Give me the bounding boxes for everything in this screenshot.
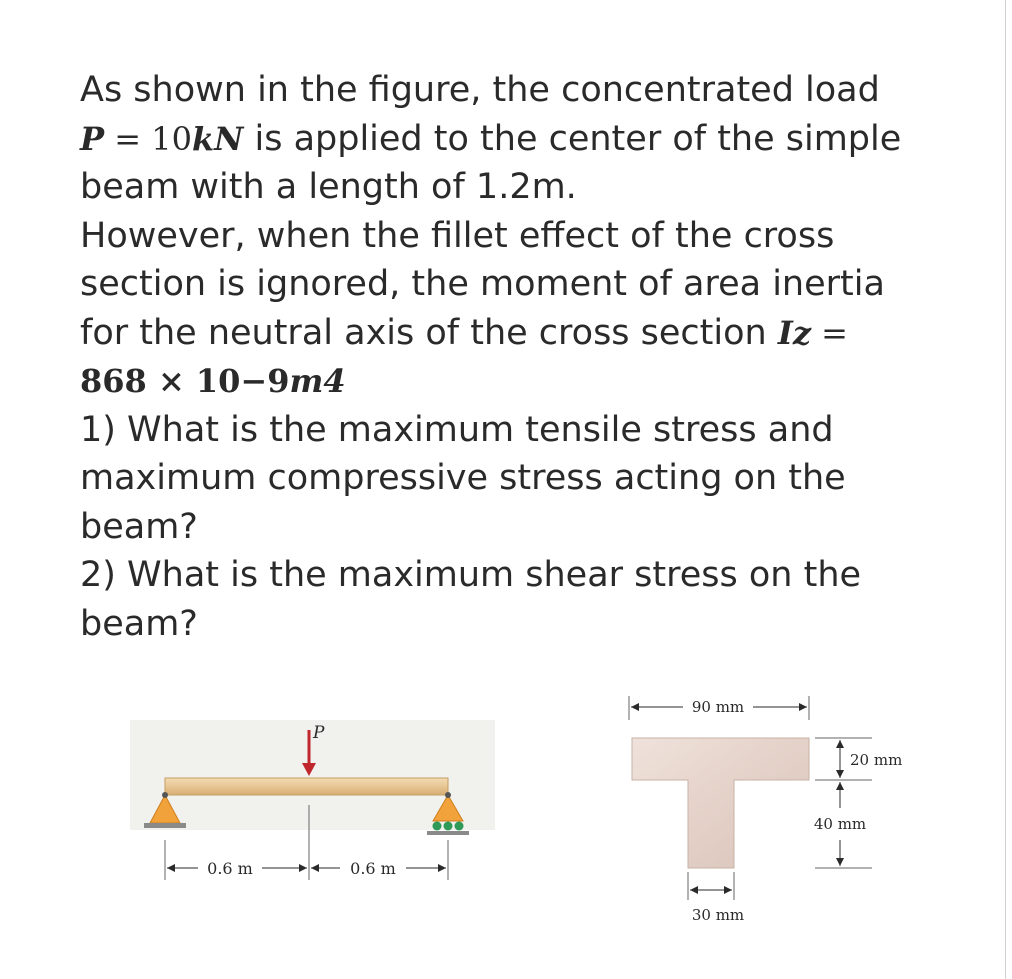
inertia-symbol: Iz bbox=[777, 313, 811, 352]
roller-support-hinge bbox=[445, 792, 451, 798]
ground-left bbox=[144, 823, 186, 828]
problem-line: However, when the fillet effect of the cross bbox=[80, 215, 835, 256]
load-label: P bbox=[313, 723, 325, 743]
problem-line: As shown in the figure, the concentrated load bbox=[80, 70, 880, 110]
question-1-line: maximum compressive stress acting on the bbox=[80, 458, 846, 498]
roller-wheel bbox=[444, 822, 453, 831]
problem-line: beam with a length of 1.2m. bbox=[80, 167, 577, 207]
question-2-line: 2) What is the maximum shear stress on the bbox=[80, 555, 862, 595]
question-1-line: beam? bbox=[80, 506, 198, 547]
web-width-label: 30 mm bbox=[691, 906, 745, 924]
question-1-line: 1) What is the maximum tensile stress and bbox=[80, 409, 834, 450]
problem-line bbox=[80, 357, 980, 406]
roller-wheel bbox=[455, 822, 464, 831]
problem-statement bbox=[80, 66, 980, 648]
load-unit: kN bbox=[191, 119, 244, 158]
inertia-value: 868 × 10−9 bbox=[80, 362, 290, 400]
load-value: 10 bbox=[151, 119, 192, 158]
equals-sign: = bbox=[811, 313, 848, 352]
ground-right bbox=[427, 831, 469, 835]
web-height-label: 40 mm bbox=[813, 815, 867, 833]
equals-sign: = bbox=[104, 119, 152, 158]
page-edge-rule bbox=[1005, 0, 1006, 979]
beam-figure bbox=[130, 715, 500, 890]
tee-section-figure bbox=[610, 680, 903, 930]
pin-support-hinge bbox=[162, 792, 168, 798]
problem-line bbox=[80, 309, 980, 358]
problem-text: is applied to the center of the simple bbox=[243, 118, 902, 159]
roller-wheel bbox=[433, 822, 442, 831]
span-right-label: 0.6 m bbox=[350, 859, 396, 878]
problem-line bbox=[80, 115, 980, 164]
flange-width-label: 90 mm bbox=[691, 698, 745, 716]
load-symbol: P bbox=[80, 119, 105, 158]
flange-thickness-label: 20 mm bbox=[850, 751, 903, 769]
tee-cross-section bbox=[632, 738, 809, 868]
inertia-unit: m4 bbox=[289, 362, 346, 400]
question-2-line: beam? bbox=[80, 603, 198, 644]
beam bbox=[165, 778, 448, 795]
span-left-label: 0.6 m bbox=[207, 859, 253, 878]
problem-text: for the neutral axis of the cross section bbox=[80, 312, 778, 353]
problem-line: section is ignored, the moment of area inertia bbox=[80, 264, 885, 304]
